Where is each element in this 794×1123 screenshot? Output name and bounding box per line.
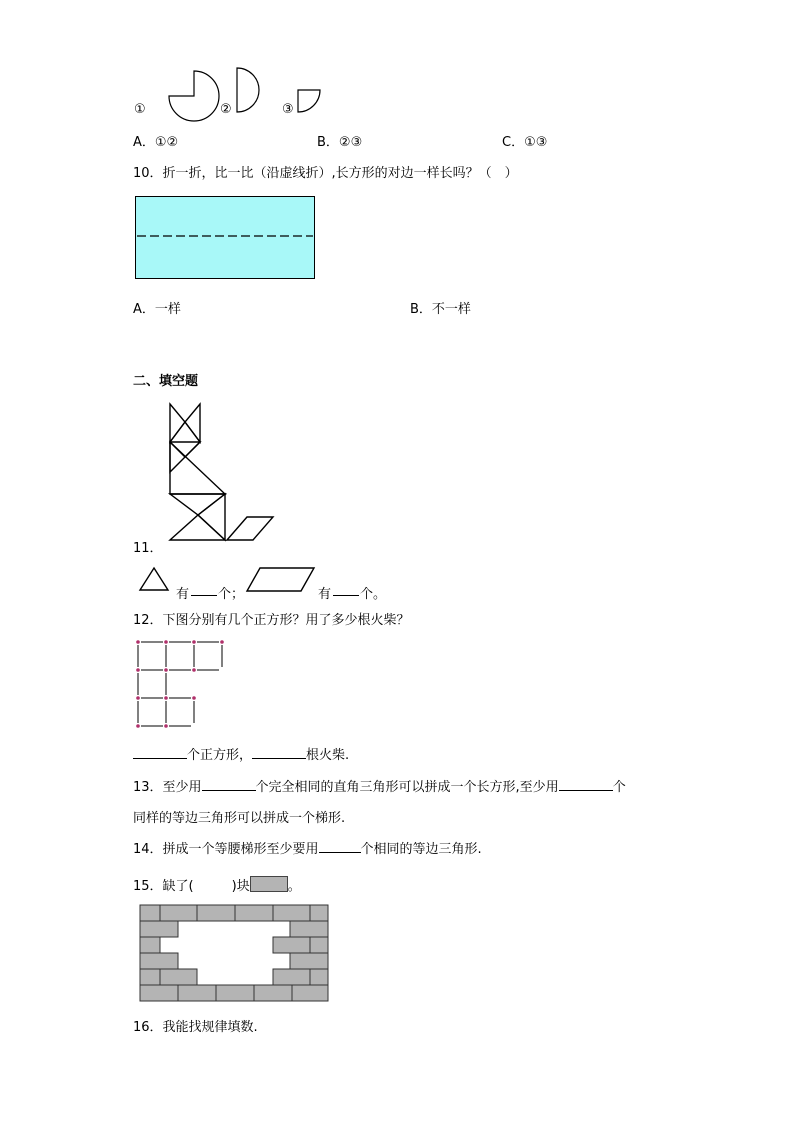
- q9-option-b[interactable]: B．②③: [317, 135, 363, 150]
- q10-question: 10．折一折，比一比（沿虚线折）,长方形的对边一样长吗？（ ）: [133, 166, 518, 181]
- folding-rectangle: [135, 196, 317, 280]
- brick: [140, 985, 178, 1001]
- tangram-cat-figure: [165, 402, 295, 547]
- brick: [254, 985, 292, 1001]
- q12-answer-part1: 个正方形，: [187, 748, 253, 763]
- match-head: [164, 640, 168, 644]
- q10-option-b[interactable]: B．不一样: [410, 302, 471, 317]
- brick-wall-figure: [139, 904, 331, 1002]
- q15-text-b: )块: [231, 879, 250, 894]
- quarter-circle-shape: [296, 88, 336, 128]
- q14-question: [133, 838, 482, 857]
- q13-text-b: 个完全相同的直角三角形可以拼成一个长方形,至少用: [255, 780, 559, 795]
- brick: [178, 985, 216, 1001]
- brick: [310, 905, 328, 921]
- q13-line2: 同样的等边三角形可以拼成一个梯形.: [133, 811, 346, 826]
- triangle-icon: [139, 566, 171, 592]
- three-quarter-circle-shape: [152, 66, 212, 126]
- match-head: [136, 640, 140, 644]
- q9-option-a[interactable]: A．①②: [133, 135, 179, 150]
- q13-text-a: 13．至少用: [133, 780, 202, 795]
- q11-number: 11．: [133, 541, 163, 556]
- fig-label-2: ②: [220, 102, 232, 117]
- q13-blank1[interactable]: [202, 778, 256, 791]
- match-head: [136, 724, 140, 728]
- match-head: [192, 696, 196, 700]
- q12-blank1[interactable]: [133, 746, 187, 759]
- q11-unit2: 个。: [360, 587, 387, 602]
- brick: [310, 937, 328, 953]
- q9-figures: [130, 60, 350, 125]
- q12-answer: [133, 744, 349, 763]
- q12-answer-part2: 根火柴.: [306, 748, 350, 763]
- q14-blank[interactable]: [319, 840, 361, 853]
- matchstick-figure: [136, 640, 236, 730]
- brick: [160, 905, 197, 921]
- q12-question: 12．下图分别有几个正方形？用了多少根火柴？: [133, 613, 410, 628]
- q15-text-a: 15．缺了(: [133, 879, 194, 894]
- brick: [216, 985, 254, 1001]
- q13-blank2[interactable]: [559, 778, 613, 791]
- match-head: [164, 668, 168, 672]
- q10-option-a[interactable]: A．一样: [133, 302, 181, 317]
- brick: [292, 985, 328, 1001]
- brick: [197, 905, 235, 921]
- q12-blank2[interactable]: [252, 746, 306, 759]
- brick: [273, 969, 310, 985]
- q11-has1: 有: [176, 587, 190, 602]
- brick: [140, 953, 178, 969]
- brick: [273, 937, 310, 953]
- brick: [290, 921, 328, 937]
- q11-blank2[interactable]: [333, 583, 359, 596]
- q16-question: 16．我能找规律填数.: [133, 1020, 258, 1035]
- brick: [290, 953, 328, 969]
- q14-text-b: 个相同的等边三角形.: [360, 842, 482, 857]
- q11-blank1[interactable]: [191, 583, 217, 596]
- match-head: [220, 640, 224, 644]
- match-head: [164, 696, 168, 700]
- brick: [235, 905, 273, 921]
- q11-unit1: 个；: [218, 587, 245, 602]
- brick: [310, 969, 328, 985]
- brick: [273, 905, 310, 921]
- semicircle-shape: [234, 66, 274, 116]
- fig-label-3: ③: [282, 102, 294, 117]
- q15-text-c: 。: [287, 879, 301, 894]
- match-head: [136, 668, 140, 672]
- brick: [140, 921, 178, 937]
- parallelogram-icon: [246, 566, 316, 594]
- q13-line1: [133, 776, 626, 795]
- wall-gap: [160, 921, 290, 969]
- brick: [140, 937, 160, 953]
- q15-question: [133, 875, 301, 894]
- section-title: 二、填空题: [133, 374, 199, 389]
- match-head: [164, 724, 168, 728]
- brick-icon: [250, 876, 288, 892]
- brick: [140, 969, 160, 985]
- match-head: [136, 696, 140, 700]
- q11-has2: 有: [318, 587, 332, 602]
- match-head: [192, 668, 196, 672]
- match-head: [192, 640, 196, 644]
- q9-option-c[interactable]: C．①③: [502, 135, 548, 150]
- fig-label-1: ①: [134, 102, 146, 117]
- q14-text-a: 14．拼成一个等腰梯形至少要用: [133, 842, 319, 857]
- brick: [160, 969, 197, 985]
- q13-text-c: 个: [612, 780, 626, 795]
- brick: [140, 905, 160, 921]
